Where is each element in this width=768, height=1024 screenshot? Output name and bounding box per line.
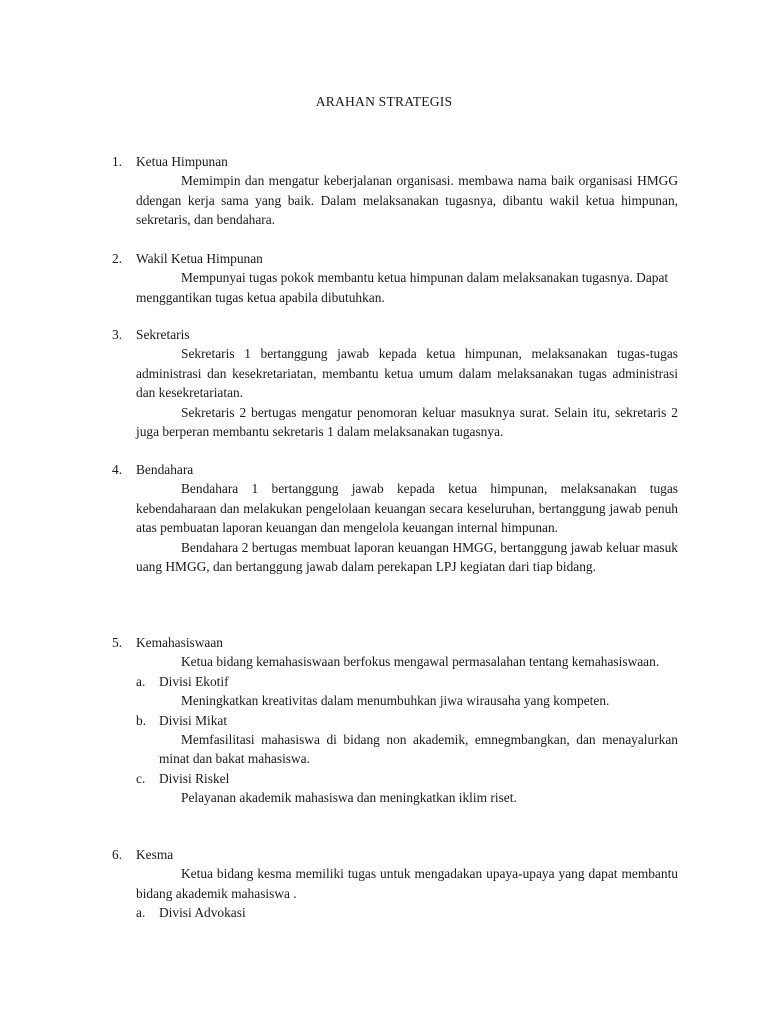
subsection-letter: b. xyxy=(136,712,147,728)
section-bendahara xyxy=(112,460,678,576)
subsection-title: Divisi Ekotif xyxy=(159,673,229,689)
subsection-heading xyxy=(112,711,678,730)
section-title: Ketua Himpunan xyxy=(136,154,228,169)
subsection-letter: a. xyxy=(136,673,146,689)
subsection-title: Divisi Advokasi xyxy=(159,905,246,921)
subsection-heading xyxy=(112,903,678,922)
section-heading xyxy=(112,249,678,268)
subsection-letter: a. xyxy=(136,905,146,921)
section-heading xyxy=(112,152,678,171)
subsection-title: Divisi Riskel xyxy=(159,770,230,786)
section-number: 5. xyxy=(112,635,123,650)
section-paragraph: Ketua bidang kesma memiliki tugas untuk mengadakan upaya-upaya yang dapat membantu bidang akademik mahasiswa . xyxy=(136,866,678,901)
subsection-heading xyxy=(112,672,678,691)
section-heading xyxy=(112,633,678,652)
section-number: 3. xyxy=(112,327,123,342)
section-wakil-ketua-himpunan xyxy=(112,249,678,307)
section-kesma xyxy=(112,845,678,923)
section-paragraph: Bendahara 2 bertugas membuat laporan keuangan HMGG, bertanggung jawab keluar masuk uang HMGG, dan bertanggung jawab dalam perekapan LPJ kegiatan dari tiap bidang. xyxy=(136,539,678,575)
section-heading xyxy=(112,845,678,864)
section-number: 4. xyxy=(112,462,123,477)
subsection-heading xyxy=(112,769,678,788)
section-kemahasiswaan xyxy=(112,633,678,808)
document-title: ARAHAN STRATEGIS xyxy=(315,94,453,109)
section-number: 6. xyxy=(112,847,123,862)
section-number: 2. xyxy=(112,251,123,266)
section-title: Kesma xyxy=(136,847,174,862)
section-title: Bendahara xyxy=(136,462,194,477)
section-paragraph: Bendahara 1 bertanggung jawab kepada ketua himpunan, melaksanakan tugas kebendaharaan dan melakukan pengelolaan keuangan secara keseluruhan, bertanggung jawab penuh atas pembuatan laporan keuangan dan mengelola keuangan internal himpunan. xyxy=(136,481,678,536)
section-title: Kemahasiswaan xyxy=(136,635,224,650)
subsection-paragraph: Meningkatkan kreativitas dalam menumbuhkan jiwa wirausaha yang kompeten. xyxy=(181,693,610,709)
section-title: Sekretaris xyxy=(136,327,190,342)
section-heading xyxy=(112,460,678,479)
subsection-title: Divisi Mikat xyxy=(159,712,228,728)
section-heading xyxy=(112,325,678,344)
section-paragraph: Memimpin dan mengatur keberjalanan organisasi. membawa nama baik organisasi HMGG ddengan kerja sama yang baik. Dalam melaksanakan tugasnya, dibantu wakil ketua himpunan, sekretaris, dan bendahara. xyxy=(136,173,678,228)
subsection-paragraph: Memfasilitasi mahasiswa di bidang non akademik, emnegmbangkan, dan menayalurkan minat dan bakat mahasiswa. xyxy=(159,732,678,767)
section-paragraph: Mempunyai tugas pokok membantu ketua himpunan dalam melaksanakan tugasnya. Dapat menggantikan tugas ketua apabila dibutuhkan. xyxy=(136,270,669,305)
section-ketua-himpunan xyxy=(112,152,678,230)
section-paragraph: Ketua bidang kemahasiswaan berfokus mengawal permasalahan tentang kemahasiswaan. xyxy=(181,654,660,670)
section-paragraph: Sekretaris 1 bertanggung jawab kepada ketua himpunan, melaksanakan tugas-tugas administrasi dan kesekretariatan, membantu ketua umum dalam melaksanakan tugas administrasi dan kesekretariatan. xyxy=(136,346,678,401)
section-title: Wakil Ketua Himpunan xyxy=(136,251,263,266)
section-paragraph: Sekretaris 2 bertugas mengatur penomoran keluar masuknya surat. Selain itu, sekretaris 2 juga berperan membantu sekretaris 1 dalam melaksanakan tugasnya. xyxy=(136,404,678,440)
subsection-paragraph: Pelayanan akademik mahasiswa dan meningkatkan iklim riset. xyxy=(181,790,517,806)
subsection-letter: c. xyxy=(136,770,146,786)
section-sekretaris xyxy=(112,325,678,441)
section-number: 1. xyxy=(112,154,123,169)
